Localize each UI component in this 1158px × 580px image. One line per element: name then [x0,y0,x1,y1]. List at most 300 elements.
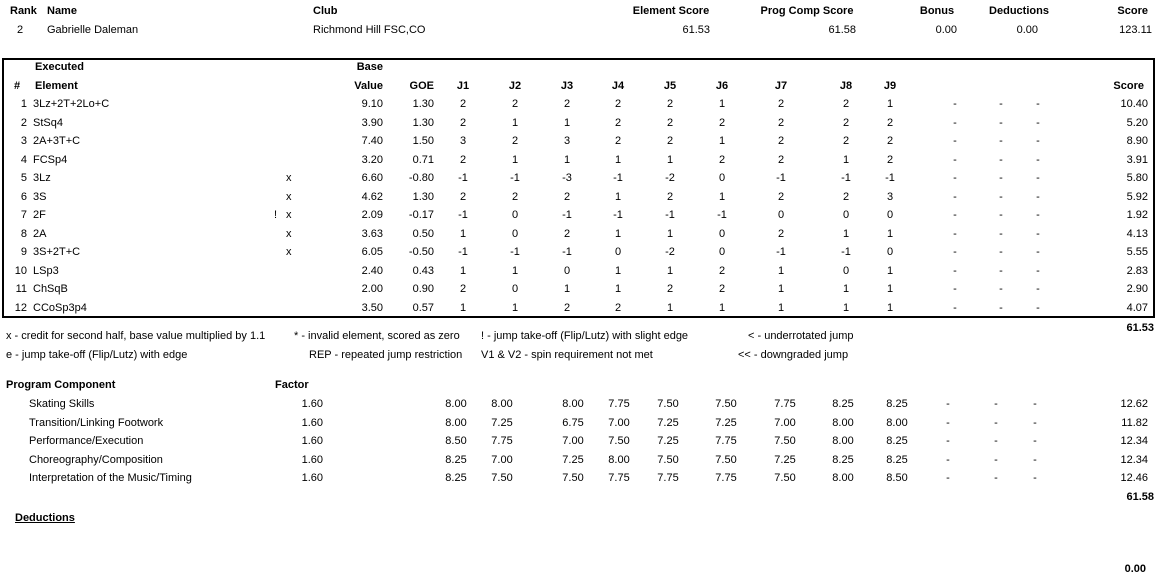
element-goe: 1.30 [412,116,434,129]
judge-mark: 1 [666,227,674,240]
judge-mark: 0 [842,264,850,277]
element-base-value: 3.20 [361,153,383,166]
judge-mark: 2 [563,301,571,314]
element-code: 2F [33,209,46,221]
empty-judge-mark: - [999,135,1003,147]
empty-judge-mark: - [1036,246,1040,258]
skater-bonus: 0.00 [935,24,957,36]
element-row-number: 1 [20,98,27,110]
judge-mark: 2 [614,116,622,129]
judge-mark: 2 [777,227,785,240]
component-judge-mark: 8.25 [832,398,854,410]
empty-judge-mark: - [953,209,957,221]
element-code: 3Lz [33,172,51,184]
empty-component-mark: - [946,472,950,484]
element-code: 3S [33,190,47,203]
element-row-number: 4 [20,153,27,166]
element-row-number: 2 [20,116,27,129]
component-name: Choreography/Composition [29,453,163,466]
second-half-mark: x [286,209,292,221]
score-header: Score [1117,5,1148,17]
element-goe: 0.50 [412,227,434,240]
empty-component-mark: - [1033,435,1037,447]
judge-mark: -1 [841,246,851,258]
element-base-value: 6.05 [361,246,383,258]
judge-mark: 2 [842,116,850,129]
program-component-header: Program Component [6,379,116,391]
judge-mark: -1 [458,209,468,221]
element-code: 2A+3T+C [33,135,81,147]
element-score: 4.13 [1126,227,1148,240]
judge-mark: 3 [459,135,467,147]
component-judge-mark: 7.75 [608,398,630,410]
judge-mark: 2 [459,283,467,295]
component-judge-mark: 7.50 [774,472,796,484]
component-judge-mark: 8.00 [886,416,908,429]
component-judge-mark: 7.00 [491,453,513,466]
component-factor: 1.60 [301,398,323,410]
component-judge-mark: 7.50 [715,453,737,466]
element-score: 2.90 [1126,283,1148,295]
judge-mark: 2 [459,190,467,203]
judge-mark: 1 [886,264,894,277]
empty-judge-mark: - [953,98,957,110]
judge-header-5: J5 [663,80,677,92]
judge-mark: 1 [614,227,622,240]
empty-component-mark: - [1033,472,1037,484]
component-judge-mark: 8.00 [562,398,584,410]
element-row-number: 10 [14,264,27,277]
empty-judge-mark: - [999,227,1003,240]
prog-comp-score-header: Prog Comp Score [760,5,854,17]
element-row-number: 5 [20,172,27,184]
judge-mark: -1 [776,246,786,258]
judge-mark: 3 [886,190,894,203]
judge-header-1: J1 [456,80,470,92]
judge-mark: 2 [666,190,674,203]
component-judge-mark: 8.50 [445,435,467,447]
empty-component-mark: - [994,453,998,466]
component-judge-mark: 7.00 [774,416,796,429]
element-score: 5.92 [1126,190,1148,203]
element-header: Element [35,80,78,92]
skater-total-score: 123.11 [1119,24,1152,36]
judge-mark: 2 [777,116,785,129]
legend-slight-edge: ! - jump take-off (Flip/Lutz) with slight edge [481,330,689,342]
judge-mark: 0 [886,209,894,221]
empty-judge-mark: - [1036,172,1040,184]
judge-mark: -1 [665,209,675,221]
club-header: Club [313,5,338,17]
judge-mark: 1 [777,283,785,295]
legend-rep: REP - repeated jump restriction [309,349,463,361]
judge-mark: 2 [777,190,785,203]
judge-mark: 2 [511,98,519,110]
judge-header-3: J3 [560,80,574,92]
element-base-value: 2.40 [361,264,383,277]
empty-judge-mark: - [953,283,957,295]
judge-mark: 1 [459,301,467,314]
judge-mark: 1 [666,153,674,166]
judge-mark: -1 [841,172,851,184]
empty-judge-mark: - [1036,227,1040,240]
judge-mark: 2 [718,153,726,166]
empty-judge-mark: - [953,246,957,258]
judge-mark: 1 [718,135,726,147]
element-base-value: 4.62 [361,190,383,203]
judge-header-8: J8 [839,80,853,92]
element-score: 5.80 [1126,172,1148,184]
element-goe: 1.30 [412,98,434,110]
judge-mark: -1 [458,246,468,258]
bonus-header: Bonus [919,5,955,17]
component-judge-mark: 7.75 [657,472,679,484]
components-total: 61.58 [1126,491,1154,503]
empty-judge-mark: - [1036,301,1040,314]
component-judge-mark: 7.50 [715,398,737,410]
empty-judge-mark: - [953,190,957,203]
deductions-total: 0.00 [1124,563,1146,575]
judge-mark: 2 [666,116,674,129]
component-judge-mark: 8.00 [445,416,467,429]
empty-component-mark: - [1033,453,1037,466]
component-factor: 1.60 [301,416,323,429]
judge-mark: 2 [666,98,674,110]
component-judge-mark: 7.75 [774,398,796,410]
factor-header: Factor [275,379,309,391]
component-judge-mark: 8.50 [886,472,908,484]
judge-mark: 2 [777,153,785,166]
judge-mark: 1 [563,153,571,166]
empty-component-mark: - [946,453,950,466]
element-code: 3Lz+2T+2Lo+C [33,98,110,110]
base-header: Base [356,61,383,73]
legend-underrotated: < - underrotated jump [748,330,854,342]
empty-judge-mark: - [953,172,957,184]
component-judge-mark: 8.00 [445,398,467,410]
second-half-mark: x [286,227,292,240]
component-score: 12.46 [1120,472,1148,484]
component-judge-mark: 8.25 [832,453,854,466]
component-judge-mark: 8.25 [886,398,908,410]
empty-judge-mark: - [1036,264,1040,277]
element-goe: 1.50 [412,135,434,147]
judge-mark: 2 [459,116,467,129]
element-info-mark: ! [274,209,278,221]
judge-mark: 1 [777,301,785,314]
judge-mark: -3 [562,172,572,184]
judge-mark: 0 [511,283,519,295]
judge-mark: 0 [777,209,785,221]
judge-mark: 1 [666,301,674,314]
judge-mark: 2 [777,98,785,110]
component-judge-mark: 8.00 [832,416,854,429]
empty-component-mark: - [946,435,950,447]
judge-mark: 2 [718,116,726,129]
judge-mark: 2 [459,153,467,166]
second-half-mark: x [286,172,292,184]
empty-judge-mark: - [999,264,1003,277]
component-judge-mark: 7.50 [657,453,679,466]
legend-x: x - credit for second half, base value multiplied by 1.1 [6,330,266,342]
legend-invalid: * - invalid element, scored as zero [294,330,460,342]
element-score: 4.07 [1126,301,1148,314]
empty-judge-mark: - [953,116,957,129]
judge-mark: 2 [777,135,785,147]
judge-mark: 1 [886,98,894,110]
judge-mark: 2 [886,153,894,166]
empty-component-mark: - [994,472,998,484]
element-base-value: 3.50 [361,301,383,314]
elements-total: 61.53 [1126,322,1154,334]
empty-component-mark: - [994,435,998,447]
judge-mark: 2 [666,283,674,295]
judge-mark: 1 [511,116,519,129]
component-judge-mark: 7.50 [774,435,796,447]
empty-judge-mark: - [999,172,1003,184]
judge-mark: -2 [665,246,675,258]
element-base-value: 6.60 [361,172,383,184]
component-judge-mark: 7.50 [657,398,679,410]
empty-judge-mark: - [953,153,957,166]
element-code: 2A [33,227,47,240]
judge-mark: 1 [718,98,726,110]
judge-mark: 2 [842,190,850,203]
number-header: # [14,80,21,92]
judge-mark: 1 [614,153,622,166]
empty-judge-mark: - [999,209,1003,221]
empty-component-mark: - [1033,398,1037,410]
empty-judge-mark: - [999,301,1003,314]
component-factor: 1.60 [301,453,323,466]
skater-club: Richmond Hill FSC,CO [313,24,426,36]
empty-judge-mark: - [1036,116,1040,129]
judge-mark: 0 [718,246,726,258]
empty-judge-mark: - [1036,190,1040,203]
judge-mark: 1 [563,116,571,129]
component-judge-mark: 6.75 [562,416,584,429]
empty-judge-mark: - [999,283,1003,295]
empty-judge-mark: - [953,301,957,314]
component-judge-mark: 7.75 [608,472,630,484]
judge-mark: 0 [511,209,519,221]
element-base-value: 2.09 [361,209,383,221]
element-goe: -0.80 [408,172,434,184]
component-judge-mark: 7.25 [491,416,513,429]
judge-mark: 0 [614,246,622,258]
judge-mark: 1 [666,264,674,277]
element-row-number: 12 [14,301,27,314]
value-header: Value [354,80,383,92]
element-goe: 0.90 [412,283,434,295]
element-row-number: 9 [20,246,27,258]
judge-mark: 1 [459,264,467,277]
element-base-value: 3.63 [361,227,383,240]
second-half-mark: x [286,190,292,203]
judge-mark: 2 [886,135,894,147]
judge-mark: 2 [563,98,571,110]
component-judge-mark: 7.50 [608,435,630,447]
component-score: 12.34 [1120,453,1148,466]
element-base-value: 7.40 [361,135,383,147]
component-judge-mark: 7.25 [657,416,679,429]
judge-mark: -1 [776,172,786,184]
legend-edge: e - jump take-off (Flip/Lutz) with edge [6,349,188,361]
skater-deductions: 0.00 [1016,24,1038,36]
empty-component-mark: - [994,416,998,429]
element-score: 5.55 [1126,246,1148,258]
element-goe: -0.17 [408,209,434,221]
element-code: CCoSp3p4 [33,301,87,314]
empty-judge-mark: - [1036,153,1040,166]
element-score: 8.90 [1126,135,1148,147]
judge-mark: -2 [665,172,675,184]
component-judge-mark: 8.25 [445,453,467,466]
element-row-number: 8 [20,227,27,240]
element-goe: -0.50 [408,246,434,258]
second-half-mark: x [286,246,292,258]
element-goe: 0.43 [412,264,434,277]
empty-component-mark: - [946,416,950,429]
component-score: 11.82 [1121,416,1148,429]
component-judge-mark: 7.00 [562,435,584,447]
empty-judge-mark: - [999,246,1003,258]
goe-header: GOE [409,80,434,92]
component-judge-mark: 8.25 [886,453,908,466]
judge-mark: 1 [614,190,622,203]
judge-mark: 2 [511,135,519,147]
empty-component-mark: - [1033,416,1037,429]
judge-header-7: J7 [774,80,788,92]
judge-mark: 1 [718,190,726,203]
component-judge-mark: 7.50 [562,472,584,484]
element-code: 3S+2T+C [33,246,81,258]
component-factor: 1.60 [301,472,323,484]
judge-mark: -1 [613,209,623,221]
component-name: Transition/Linking Footwork [29,416,164,429]
judge-mark: 1 [842,283,850,295]
element-row-number: 7 [20,209,27,221]
component-judge-mark: 8.25 [445,472,467,484]
judge-mark: 1 [563,283,571,295]
judge-mark: 0 [886,246,894,258]
component-judge-mark: 7.25 [774,453,796,466]
element-code: StSq4 [33,116,63,129]
component-judge-mark: 8.00 [832,472,854,484]
judge-mark: -1 [885,172,895,184]
name-header: Name [47,5,77,17]
judge-mark: 1 [886,227,894,240]
empty-component-mark: - [946,398,950,410]
empty-judge-mark: - [953,227,957,240]
judge-header-2: J2 [508,80,522,92]
component-judge-mark: 7.25 [657,435,679,447]
element-score: 2.83 [1126,264,1148,277]
element-goe: 1.30 [412,190,434,203]
deductions-label: Deductions [15,512,75,524]
element-code: FCSp4 [33,153,68,166]
component-score: 12.62 [1120,398,1148,410]
skater-name: Gabrielle Daleman [47,24,139,36]
skater-prog-comp-score: 61.58 [828,24,856,36]
element-base-value: 3.90 [361,116,383,129]
judge-mark: 2 [511,190,519,203]
component-judge-mark: 7.25 [715,416,737,429]
component-judge-mark: 8.00 [608,453,630,466]
element-code: ChSqB [33,283,68,295]
judge-mark: 1 [511,153,519,166]
element-goe: 0.57 [412,301,434,314]
legend-spin: V1 & V2 - spin requirement not met [481,349,653,361]
judge-mark: -1 [510,172,520,184]
element-row-number: 11 [15,283,27,295]
judge-mark: 1 [886,301,894,314]
judge-mark: 2 [842,135,850,147]
judge-mark: 1 [718,301,726,314]
judge-mark: 3 [563,135,571,147]
executed-header: Executed [35,61,84,73]
empty-judge-mark: - [1036,98,1040,110]
empty-judge-mark: - [999,190,1003,203]
element-goe: 0.71 [412,153,434,166]
empty-judge-mark: - [953,264,957,277]
judge-header-4: J4 [611,80,625,92]
component-judge-mark: 7.75 [715,472,737,484]
judge-mark: -1 [613,172,623,184]
judge-header-6: J6 [715,80,729,92]
judge-mark: 2 [563,227,571,240]
component-name: Performance/Execution [29,435,144,447]
element-row-number: 3 [20,135,27,147]
judge-mark: -1 [717,209,727,221]
judge-mark: 1 [842,227,850,240]
component-factor: 1.60 [301,435,323,447]
judge-mark: 0 [511,227,519,240]
empty-judge-mark: - [1036,209,1040,221]
component-judge-mark: 8.25 [886,435,908,447]
judge-mark: 0 [718,227,726,240]
judge-mark: 1 [614,264,622,277]
element-score-col-header: Score [1113,80,1144,92]
empty-judge-mark: - [1036,283,1040,295]
component-judge-mark: 7.50 [491,472,513,484]
element-base-value: 2.00 [361,283,383,295]
judge-mark: 2 [459,98,467,110]
element-row-number: 6 [20,190,27,203]
elements-table-border [2,58,1155,318]
empty-judge-mark: - [1036,135,1040,147]
component-name: Interpretation of the Music/Timing [29,472,192,484]
judge-mark: 2 [614,301,622,314]
judge-mark: 1 [842,153,850,166]
rank-header: Rank [10,5,37,17]
judge-mark: 1 [886,283,894,295]
deductions-header: Deductions [989,5,1049,17]
component-judge-mark: 7.00 [608,416,630,429]
judge-mark: 2 [614,135,622,147]
judge-mark: 1 [511,301,519,314]
component-judge-mark: 7.75 [715,435,737,447]
component-judge-mark: 7.25 [562,453,584,466]
judge-mark: 2 [842,98,850,110]
judge-mark: 2 [614,98,622,110]
component-score: 12.34 [1120,435,1148,447]
judge-mark: 2 [563,190,571,203]
skater-rank: 2 [17,24,24,36]
judge-mark: 2 [666,135,674,147]
judge-mark: 2 [718,283,726,295]
judge-mark: 0 [842,209,850,221]
